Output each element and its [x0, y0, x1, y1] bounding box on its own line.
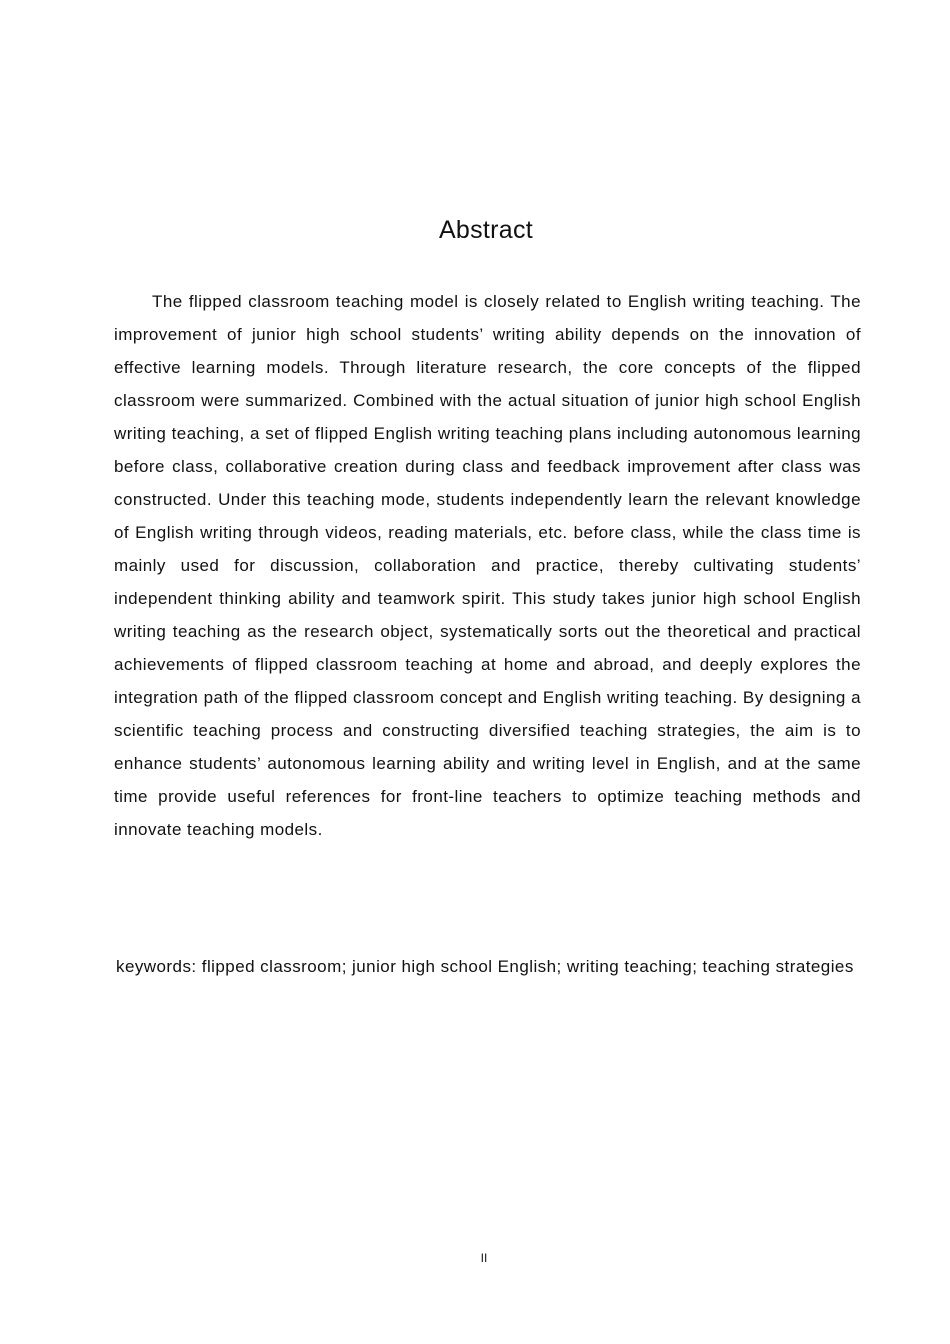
keywords-paragraph [114, 951, 859, 982]
abstract-paragraph: The flipped classroom teaching model is closely related to English writing teaching. The improvement of junior high school students’ writing ability depends on the innovation of effective learning models. Through literature research, the core concepts of the flipped classroom were summarized. Combined with the actual situation of junior high school English writing teaching, a set of flipped English writing teaching plans including autonomous learning before class, collaborative creation during class and feedback improvement after class was constructed. Under this teaching mode, students independently learn the relevant knowledge of English writing through videos, reading materials, etc. before class, while the class time is mainly used for discussion, collaboration and practice, thereby cultivating students’ independent thinking ability and teamwork spirit. This study takes junior high school English writing teaching as the research object, systematically sorts out the theoretical and practical achievements of flipped classroom teaching at home and abroad, and deeply explores the integration path of the flipped classroom concept and English writing teaching. By designing a scientific teaching process and constructing diversified teaching strategies, the aim is to enhance students’ autonomous learning ability and writing level in English, and at the same time provide useful references for front-line teachers to optimize teaching methods and innovate teaching models. [114, 292, 861, 839]
keywords-label: keywords: [116, 957, 197, 976]
page-title: Abstract [438, 216, 534, 244]
keywords-text: flipped classroom; junior high school English; writing teaching; teaching strategies [201, 957, 854, 976]
page-number: II [480, 1251, 488, 1265]
